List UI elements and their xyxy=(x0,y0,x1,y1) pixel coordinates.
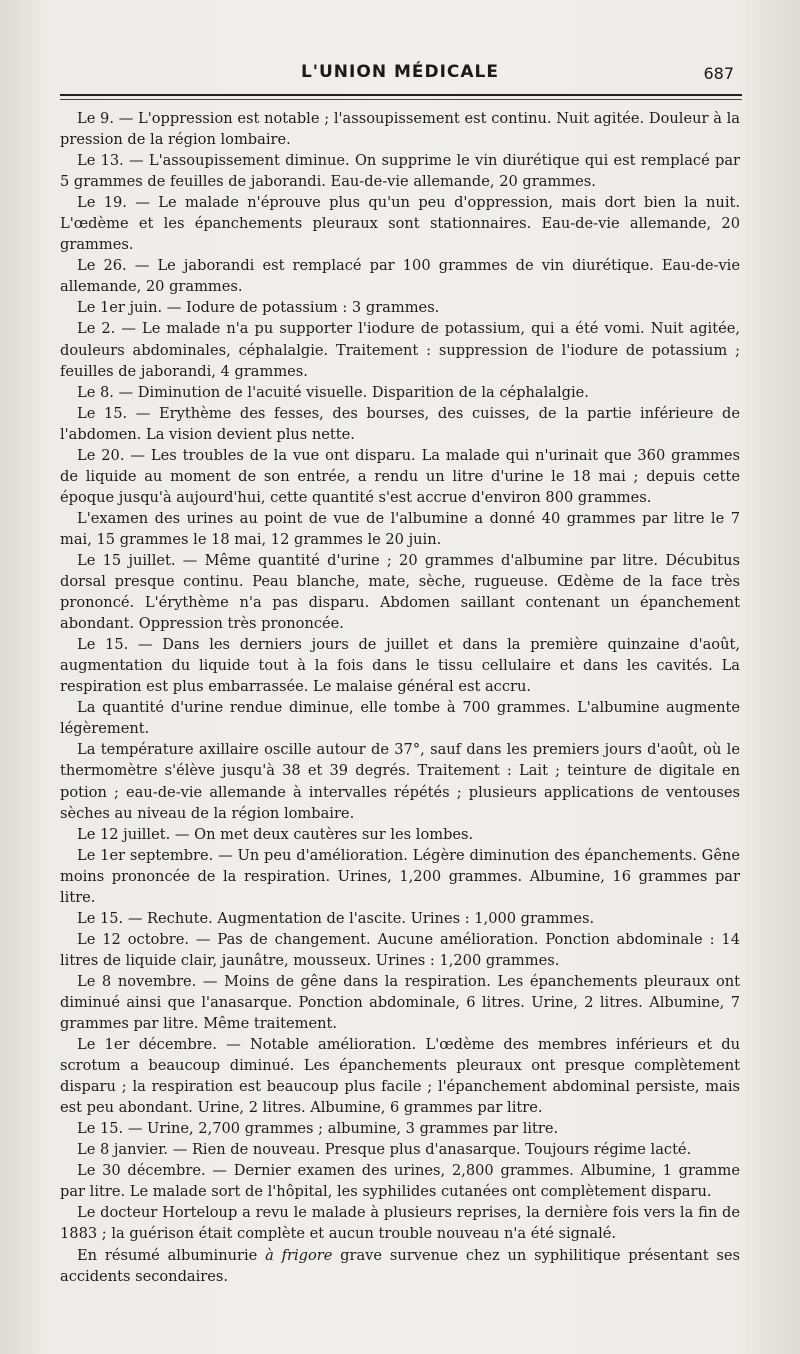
paragraph-le-8: Le 8. — Diminution de l'acuité visuelle. Disparition de la céphalalgie. xyxy=(77,383,589,401)
header-rule xyxy=(60,94,742,96)
header-rule-thin xyxy=(60,99,742,100)
paragraph-examen-urines: L'examen des urines au point de vue de l'albumine a donné 40 grammes par litre le 7 mai, 15 grammes le 18 mai, 12 grammes le 20 juin. xyxy=(60,509,740,548)
paragraph-1er-juin: Le 1er juin. — Iodure de potassium : 3 grammes. xyxy=(77,299,440,317)
paragraph-le-13: Le 13. — L'assoupissement diminue. On supprime le vin diurétique qui est remplacé par 5 grammes de feuilles de jaborandi. Eau-de-vie allemande, 20 grammes. xyxy=(60,152,740,191)
paragraph-temperature: La température axillaire oscille autour de 37°, sauf dans les premiers jours d'août, où le thermomètre s'élève jusqu'à 38 et 39 degrés. Traitement : Lait ; teinture de digitale en potion ; eau-de-vie allemande à intervalles répétés ; plusieurs applications de ventouses sèches au niveau de la région lombaire. xyxy=(60,741,740,822)
page-number: 687 xyxy=(703,64,734,83)
paragraph-le-15-erytheme: Le 15. — Erythème des fesses, des bourses, des cuisses, de la partie inférieure de l'abdomen. La vision devient plus nette. xyxy=(60,404,740,443)
paragraph-resume xyxy=(60,1245,740,1287)
resume-text-emphasis: à frigore xyxy=(265,1246,333,1264)
paragraph-le-2: Le 2. — Le malade n'a pu supporter l'iodure de potassium, qui a été vomi. Nuit agitée, douleurs abdominales, céphalalgie. Traitement : suppression de l'iodure de potassium ; feuilles de jaborandi, 4 grammes. xyxy=(60,320,740,380)
paragraph-le-15-juillet-aout: Le 15. — Dans les derniers jours de juillet et dans la première quinzaine d'août, augmentation du liquide tout à la fois dans le tissu cellulaire et dans les cavités. La respiration est plus embarrassée. Le malaise général est accru. xyxy=(60,636,740,696)
paragraph-quantite-urine: La quantité d'urine rendue diminue, elle tombe à 700 grammes. L'albumine augmente légèrement. xyxy=(60,699,740,738)
paragraph-le-20: Le 20. — Les troubles de la vue ont disparu. La malade qui n'urinait que 360 grammes de liquide au moment de son entrée, a rendu un litre d'urine le 18 mai ; depuis cette époque jusqu'à aujourd'hui, cette quantité s'est accrue d'environ 800 grammes. xyxy=(60,446,740,506)
paragraph-12-octobre: Le 12 octobre. — Pas de changement. Aucune amélioration. Ponction abdominale : 14 litres de liquide clair, jaunâtre, mousseux. Urines : 1,200 grammes. xyxy=(60,930,740,969)
resume-text-before: En résumé albuminurie xyxy=(77,1246,266,1264)
paragraph-1er-septembre: Le 1er septembre. — Un peu d'amélioration. Légère diminution des épanchements. Gêne moins prononcée de la respiration. Urines, 1,200 grammes. Albumine, 16 grammes par litre. xyxy=(60,846,740,906)
paragraph-le-9: Le 9. — L'oppression est notable ; l'assoupissement est continu. Nuit agitée. Douleur à la pression de la région lombaire. xyxy=(60,110,740,149)
paragraph-12-juillet: Le 12 juillet. — On met deux cautères sur les lombes. xyxy=(77,825,474,843)
paragraph-horteloup: Le docteur Horteloup a revu le malade à plusieurs reprises, la dernière fois vers la fin de 1883 ; la guérison était complète et aucun trouble nouveau n'a été signalé. xyxy=(60,1204,740,1243)
paragraph-1er-decembre: Le 1er décembre. — Notable amélioration. L'œdème des membres inférieurs et du scrotum a beaucoup diminué. Les épanchements pleuraux ont presque complètement disparu ; la respiration est beaucoup plus facile ; l'épanchement abdominal persiste, mais est peu abondant. Urine, 2 litres. Albumine, 6 grammes par litre. xyxy=(60,1036,740,1117)
paragraph-le-19: Le 19. — Le malade n'éprouve plus qu'un peu d'oppression, mais dort bien la nuit. L'œdème et les épanchements pleuraux sont stationnaires. Eau-de-vie allemande, 20 grammes. xyxy=(60,194,740,254)
resume-text-after: grave survenue chez un syphilitique présentant ses accidents secondaires. xyxy=(60,1246,740,1285)
paragraph-15-juillet: Le 15 juillet. — Même quantité d'urine ; 20 grammes d'albumine par litre. Décubitus dorsal presque continu. Peau blanche, mate, sèche, rugueuse. Œdème de la face très prononcé. L'érythème n'a pas disparu. Abdomen saillant contenant un épanchement abondant. Oppression très prononcée. xyxy=(60,551,740,633)
paragraph-8-novembre: Le 8 novembre. — Moins de gêne dans la respiration. Les épanchements pleuraux ont diminué ainsi que l'anasarque. Ponction abdominale, 6 litres. Urine, 2 litres. Albumine, 7 grammes par litre. Même traitement. xyxy=(60,972,740,1033)
page-header xyxy=(60,58,740,94)
paragraph-30-decembre: Le 30 décembre. — Dernier examen des urines, 2,800 grammes. Albumine, 1 gramme par litre. Le malade sort de l'hôpital, les syphilides cutanées ont complètement disparu. xyxy=(60,1162,740,1201)
paragraph-le-15-rechute: Le 15. — Rechute. Augmentation de l'ascite. Urines : 1,000 grammes. xyxy=(77,909,595,927)
journal-title: L'UNION MÉDICALE xyxy=(300,62,500,82)
article-body xyxy=(60,108,740,1287)
paragraph-8-janvier: Le 8 janvier. — Rien de nouveau. Presque plus d'anasarque. Toujours régime lacté. xyxy=(77,1141,692,1159)
paragraph-le-26: Le 26. — Le jaborandi est remplacé par 100 grammes de vin diurétique. Eau-de-vie allemande, 20 grammes. xyxy=(60,257,740,296)
paragraph-le-15-urine: Le 15. — Urine, 2,700 grammes ; albumine, 3 grammes par litre. xyxy=(77,1120,559,1138)
